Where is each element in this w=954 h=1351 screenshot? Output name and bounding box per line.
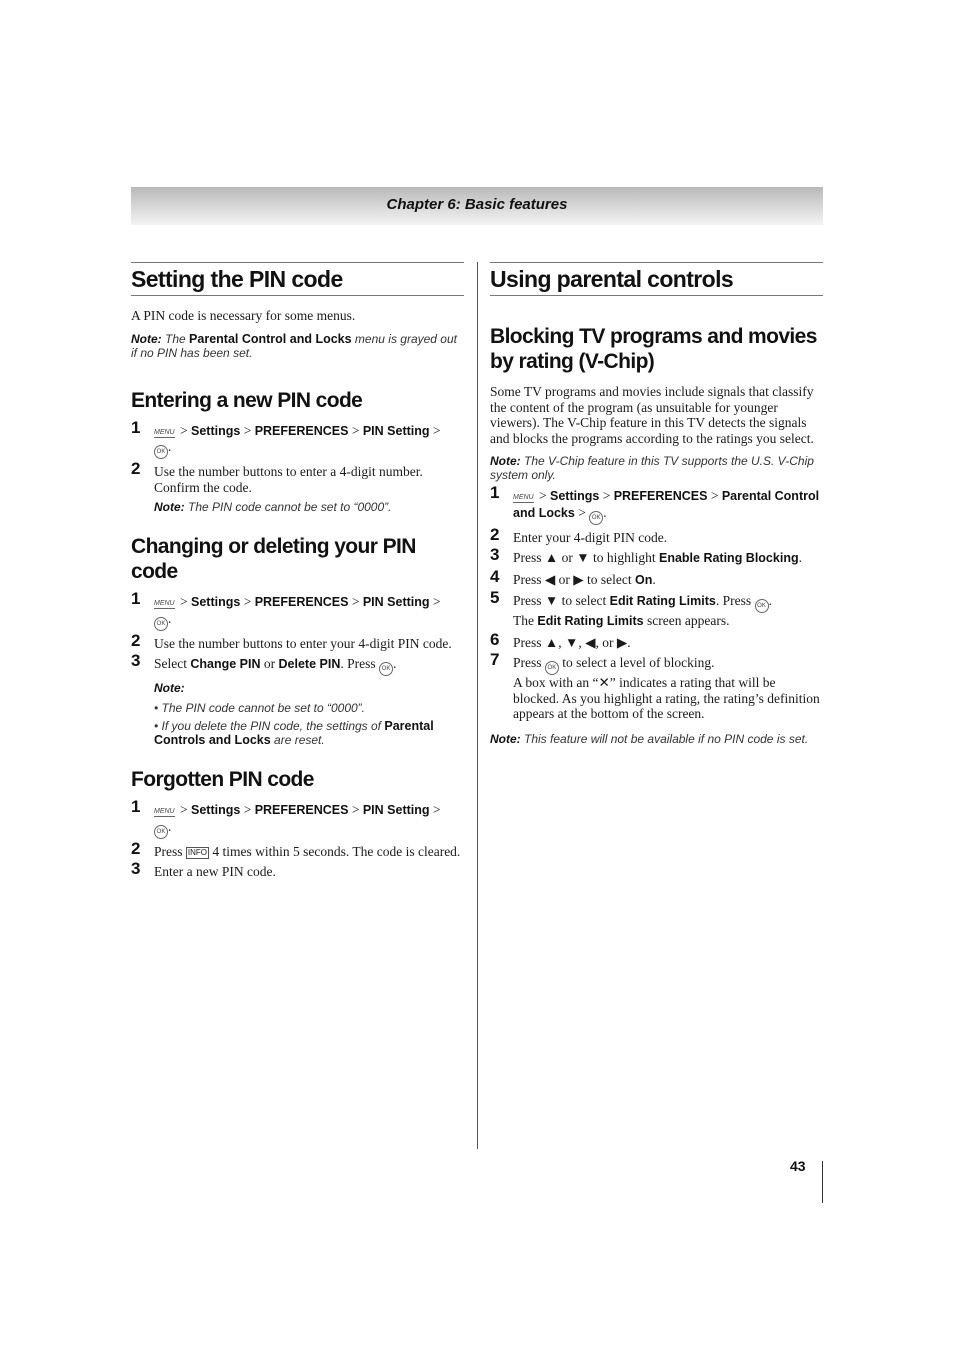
step-text: Press ▲ or ▼ to highlight bbox=[513, 550, 656, 565]
menu-icon: MENU bbox=[154, 600, 175, 607]
step-number: 3 bbox=[490, 545, 500, 564]
section-title-parental: Using parental controls bbox=[490, 262, 823, 296]
ok-button-icon: OK bbox=[755, 599, 769, 613]
list-item bbox=[490, 545, 823, 567]
note-label: Note: bbox=[154, 681, 185, 695]
step-number: 2 bbox=[131, 459, 141, 478]
step-number: 1 bbox=[131, 797, 141, 816]
menu-path-preferences: PREFERENCES bbox=[254, 595, 349, 609]
option-change-pin: Change PIN bbox=[190, 657, 261, 671]
menu-path-pin-setting: PIN Setting bbox=[362, 423, 430, 438]
list-item bbox=[131, 417, 464, 460]
left-column bbox=[131, 262, 464, 885]
list-item bbox=[131, 797, 464, 839]
step-number: 2 bbox=[131, 838, 141, 858]
list-item bbox=[131, 651, 464, 676]
step-text: Press ▲, ▼, ◀, or ▶. bbox=[513, 634, 631, 650]
note-text: menu is grayed out if no PIN has been set. bbox=[131, 331, 457, 360]
step-text: Enter your 4-digit PIN code. bbox=[513, 529, 668, 545]
separator: > bbox=[180, 594, 188, 609]
info-button-icon: INFO bbox=[187, 847, 207, 857]
column-divider bbox=[477, 262, 478, 1149]
ok-button-icon: OK bbox=[154, 617, 168, 631]
separator: > bbox=[243, 422, 252, 438]
step-text: . Press bbox=[340, 656, 376, 671]
subsection-title-vchip: Blocking TV programs and movies by rating (V-Chip) bbox=[490, 325, 817, 373]
ok-button-icon: OK bbox=[589, 511, 603, 525]
note-label: Note: bbox=[490, 454, 521, 468]
step-text: Select bbox=[154, 656, 187, 671]
step-number: 2 bbox=[490, 524, 500, 544]
separator: > bbox=[432, 422, 441, 438]
enter-note bbox=[154, 500, 464, 514]
separator: > bbox=[351, 802, 360, 817]
list-item bbox=[490, 629, 823, 651]
step-text: The bbox=[513, 613, 534, 628]
separator: > bbox=[351, 594, 360, 609]
bullet-text: are reset. bbox=[274, 733, 325, 747]
page-number-rule bbox=[822, 1161, 823, 1203]
period: . bbox=[168, 818, 172, 834]
chapter-title: Chapter 6: Basic features bbox=[386, 196, 568, 213]
option-delete-pin: Delete PIN bbox=[278, 657, 341, 671]
section-title-pin: Setting the PIN code bbox=[131, 262, 464, 296]
chapter-header-band bbox=[131, 187, 823, 225]
feature-note bbox=[490, 732, 823, 746]
note-text: This feature will not be available if no PIN code is set. bbox=[524, 731, 809, 746]
page-number: 43 bbox=[790, 1158, 806, 1174]
list-item bbox=[131, 459, 464, 495]
step-text: Press bbox=[513, 655, 542, 670]
ok-button-icon: OK bbox=[154, 445, 168, 459]
list-item bbox=[131, 838, 464, 860]
bullet-item: • The PIN code cannot be set to “0000”. bbox=[154, 701, 365, 715]
step-text: . Press bbox=[715, 593, 752, 608]
menu-path-pin-setting: PIN Setting bbox=[362, 595, 430, 609]
list-item bbox=[490, 650, 823, 722]
note-label: Note: bbox=[131, 331, 162, 346]
pin-intro: A PIN code is necessary for some menus. bbox=[131, 308, 356, 323]
period: . bbox=[168, 439, 172, 454]
change-note bbox=[154, 681, 464, 695]
menu-path-settings: Settings bbox=[191, 423, 241, 438]
option-edit-rating-limits: Edit Rating Limits bbox=[609, 594, 716, 608]
period: . bbox=[652, 571, 656, 587]
note-text: The PIN code cannot be set to “0000”. bbox=[188, 500, 392, 514]
menu-icon: MENU bbox=[154, 808, 175, 815]
menu-icon: MENU bbox=[154, 428, 175, 436]
subsection-title-enter: Entering a new PIN code bbox=[131, 388, 363, 412]
list-item bbox=[490, 483, 823, 525]
step-text: or bbox=[263, 656, 276, 671]
separator: > bbox=[602, 488, 611, 503]
vchip-note bbox=[490, 454, 823, 482]
step-text: Press ◀ or ▶ to select bbox=[513, 571, 632, 587]
menu-path-preferences: PREFERENCES bbox=[613, 489, 708, 503]
step-number: 2 bbox=[131, 630, 141, 650]
ok-button-icon: OK bbox=[154, 825, 168, 839]
step-number: 4 bbox=[490, 566, 500, 586]
bullet-bold: Parental Controls and Locks bbox=[154, 719, 434, 747]
step-number: 3 bbox=[131, 651, 141, 670]
list-item bbox=[131, 630, 464, 652]
step-number: 1 bbox=[131, 589, 141, 608]
separator: > bbox=[710, 488, 719, 503]
step-number: 6 bbox=[490, 629, 500, 649]
step-text: Use the number buttons to enter a 4-digit number. Confirm the code. bbox=[154, 464, 423, 495]
separator: > bbox=[539, 488, 547, 503]
menu-path-settings: Settings bbox=[191, 595, 241, 609]
step-number: 7 bbox=[490, 650, 500, 669]
note-bold: Parental Control and Locks bbox=[189, 331, 352, 346]
note-text: The bbox=[165, 331, 186, 346]
menu-path-preferences: PREFERENCES bbox=[254, 803, 349, 817]
period: . bbox=[168, 610, 172, 626]
subsection-title-change: Changing or deleting your PIN code bbox=[131, 535, 416, 583]
step-text: to select a level of blocking. bbox=[562, 655, 715, 670]
list-item bbox=[490, 524, 823, 546]
screen-edit-rating-limits: Edit Rating Limits bbox=[537, 614, 644, 628]
bullet-item bbox=[154, 719, 464, 747]
option-enable-rating-blocking: Enable Rating Blocking bbox=[658, 551, 799, 565]
menu-path-preferences: PREFERENCES bbox=[254, 423, 349, 438]
list-item bbox=[490, 588, 823, 630]
step-text: screen appears. bbox=[647, 613, 730, 628]
step-number: 1 bbox=[490, 483, 500, 502]
separator: > bbox=[432, 594, 441, 609]
separator: > bbox=[243, 802, 252, 817]
menu-path-settings: Settings bbox=[191, 803, 241, 817]
step-text: Use the number buttons to enter your 4-digit PIN code. bbox=[154, 635, 452, 651]
right-column bbox=[490, 262, 823, 752]
separator: > bbox=[180, 422, 188, 438]
step-number: 5 bbox=[490, 588, 500, 607]
step-text: A box with an “✕” indicates a rating that will be blocked. As you highlight a rating, the rating’s definition appears at the bottom of the screen. bbox=[513, 675, 820, 721]
step-number: 3 bbox=[131, 859, 141, 878]
period: . bbox=[603, 504, 607, 520]
period: . bbox=[798, 550, 802, 565]
note-text: The V-Chip feature in this TV supports the U.S. V-Chip system only. bbox=[490, 454, 814, 482]
separator: > bbox=[180, 802, 188, 817]
step-text: Enter a new PIN code. bbox=[154, 864, 276, 879]
separator: > bbox=[578, 504, 586, 520]
menu-path-parental-control: Parental Control and Locks bbox=[513, 489, 820, 520]
ok-button-icon: OK bbox=[379, 662, 393, 676]
step-text: 4 times within 5 seconds. The code is cleared. bbox=[212, 843, 461, 859]
pin-intro-note bbox=[131, 332, 464, 360]
separator: > bbox=[243, 594, 252, 609]
list-item bbox=[131, 859, 464, 880]
step-number: 1 bbox=[131, 417, 141, 437]
bullet-text: • If you delete the PIN code, the settings of bbox=[154, 719, 382, 733]
note-label: Note: bbox=[490, 731, 521, 746]
separator: > bbox=[351, 422, 360, 438]
menu-icon: MENU bbox=[513, 494, 534, 501]
list-item bbox=[131, 589, 464, 631]
period: . bbox=[768, 593, 772, 608]
list-item bbox=[490, 566, 823, 589]
menu-path-settings: Settings bbox=[550, 489, 600, 503]
menu-path-pin-setting: PIN Setting bbox=[362, 803, 430, 817]
ok-button-icon: OK bbox=[545, 661, 559, 675]
vchip-intro: Some TV programs and movies include signals that classify the content of the program (as unsuitable for younger viewers). The V-Chip feature in this TV detects the signals and blocks the programs according to the ratings you select. bbox=[490, 384, 814, 446]
separator: > bbox=[432, 802, 441, 817]
subsection-title-forgot: Forgotten PIN code bbox=[131, 768, 314, 791]
step-text: Press ▼ to select bbox=[513, 593, 607, 608]
note-label: Note: bbox=[154, 500, 185, 514]
period: . bbox=[393, 656, 397, 671]
option-on: On bbox=[635, 572, 653, 587]
step-text: Press bbox=[154, 843, 183, 859]
